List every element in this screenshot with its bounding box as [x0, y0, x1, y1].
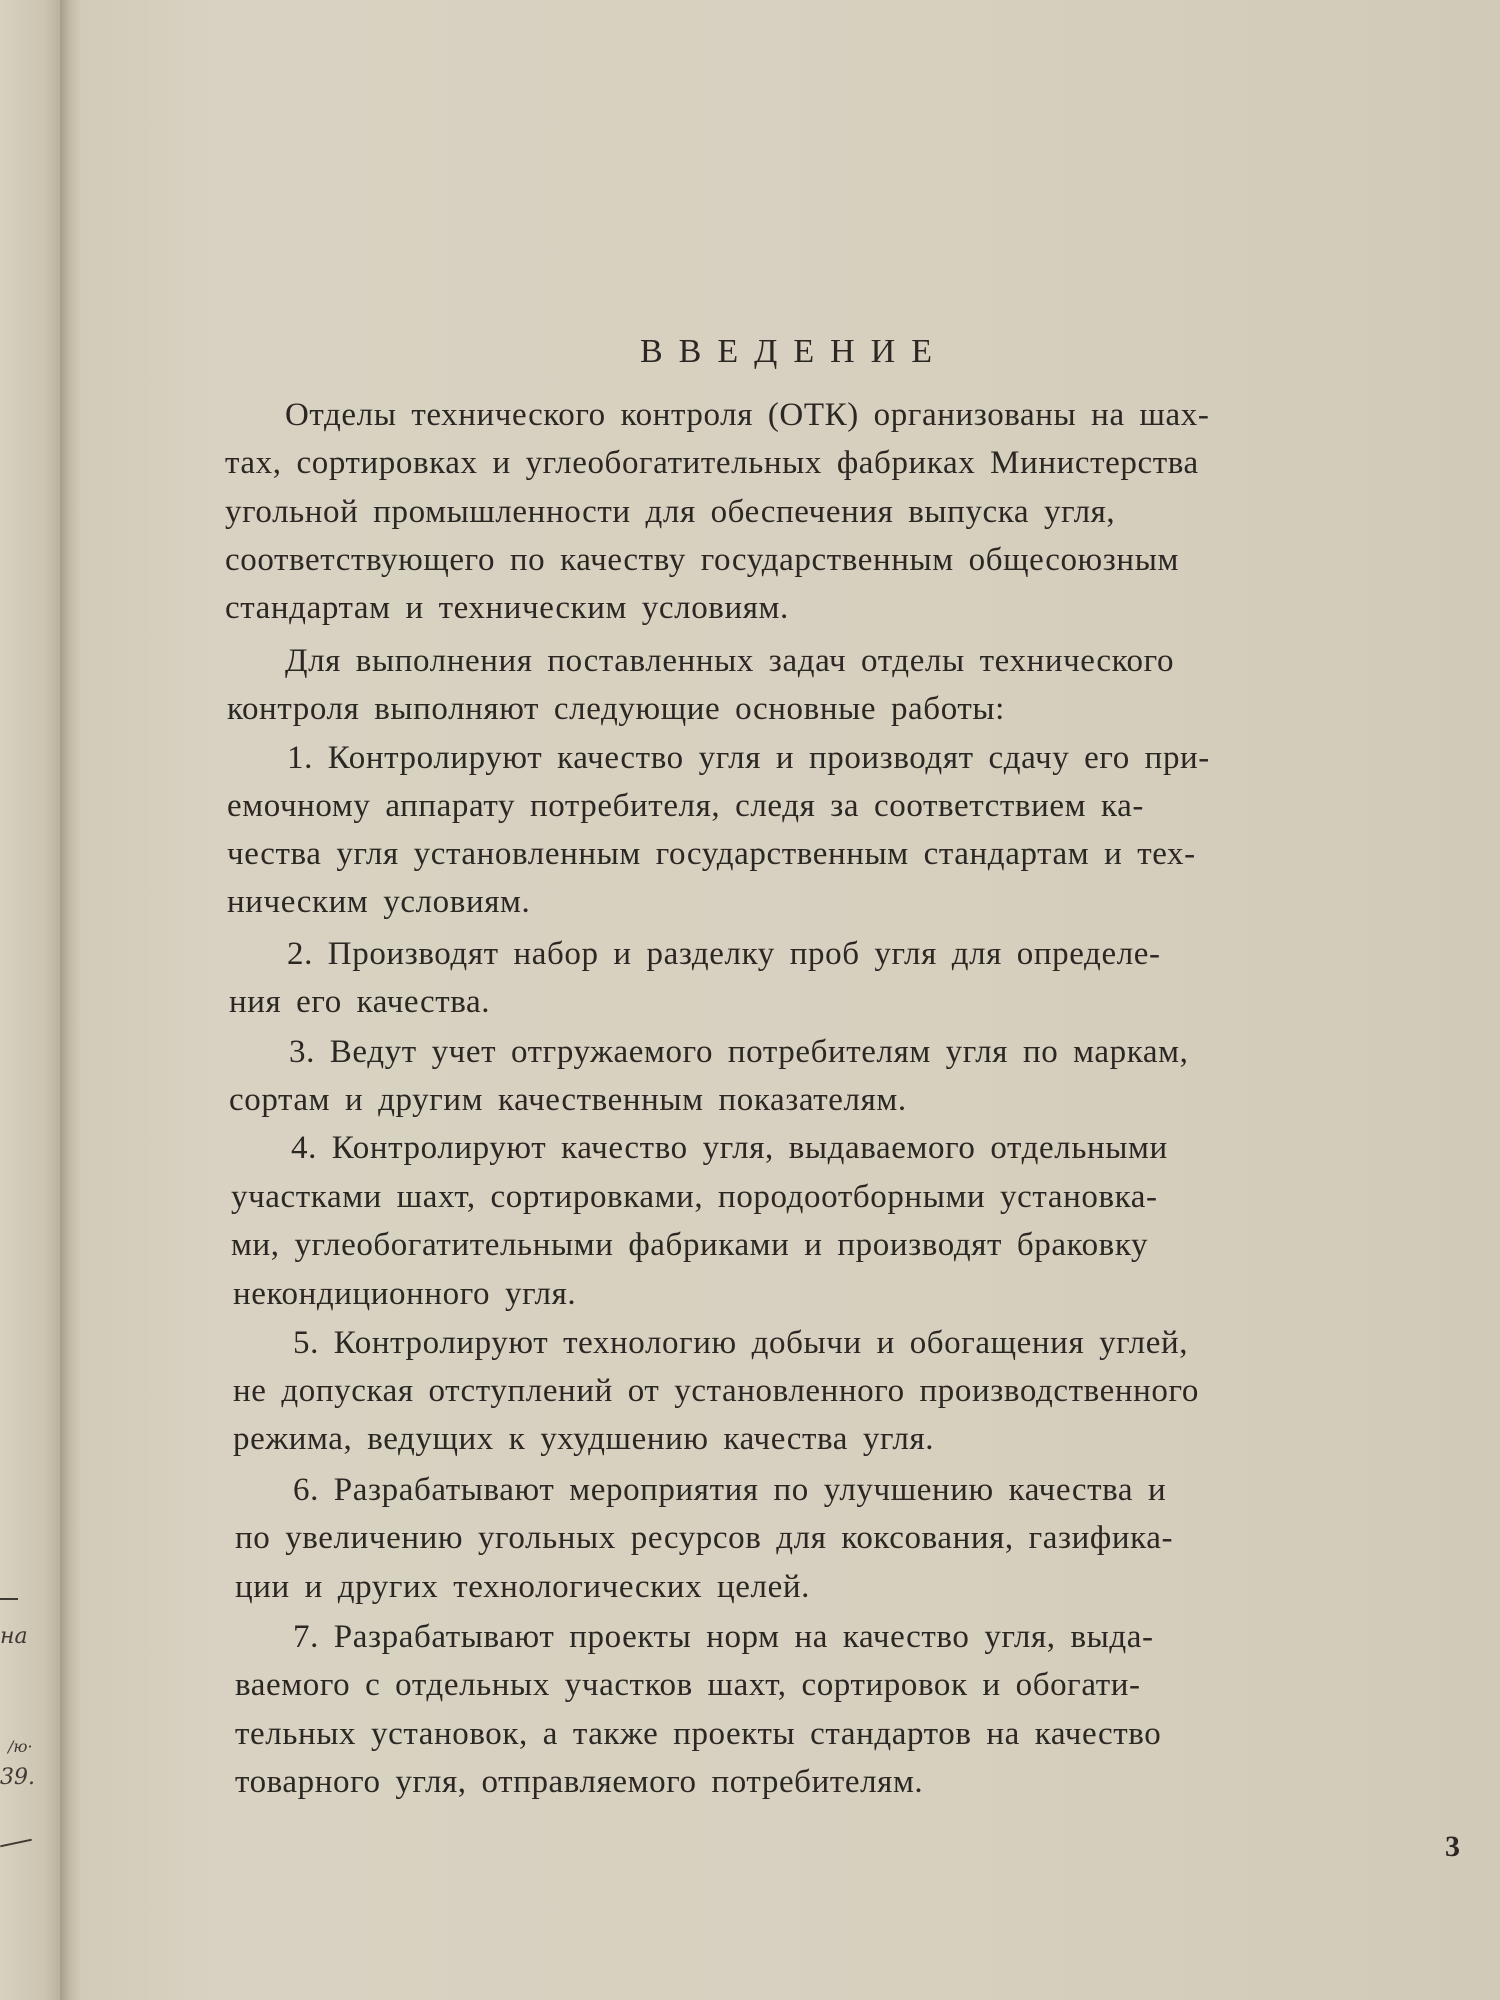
- text-line: угольной промышленности для обеспечения выпуска угля,: [225, 494, 1116, 530]
- text-line: 3. Ведут учет отгружаемого потребителям угля по маркам,: [289, 1034, 1189, 1070]
- text-line: 6. Разрабатывают мероприятия по улучшению качества и: [293, 1472, 1167, 1508]
- margin-note: на: [0, 1624, 28, 1649]
- text-line: режима, ведущих к ухудшению качества угля.: [233, 1421, 935, 1457]
- text-line: 1. Контролируют качество угля и производят сдачу его при-: [287, 740, 1210, 776]
- page-number: 3: [1445, 1830, 1460, 1863]
- text-line: ваемого с отдельных участков шахт, сортировок и обогати-: [235, 1667, 1141, 1703]
- text-line: Для выполнения поставленных задач отделы технического: [285, 643, 1175, 679]
- text-line: Отделы технического контроля (ОТК) организованы на шах-: [285, 397, 1210, 433]
- text-line: участками шахт, сортировками, породоотборными установка-: [231, 1179, 1158, 1215]
- text-line: тах, сортировках и углеобогатительных фабриках Министерства: [225, 445, 1199, 481]
- text-line: стандартам и техническим условиям.: [225, 590, 789, 626]
- text-line: соответствующего по качеству государственным общесоюзным: [225, 542, 1179, 578]
- margin-rule: [0, 1839, 32, 1848]
- text-line: ми, углеобогатительными фабриками и производят браковку: [231, 1227, 1149, 1263]
- margin-note: 39.: [0, 1765, 35, 1790]
- text-line: ническим условиям.: [227, 884, 531, 920]
- text-line: 2. Производят набор и разделку проб угля для определе-: [287, 936, 1161, 972]
- text-line: сортам и другим качественным показателям.: [229, 1082, 907, 1118]
- text-line: емочному аппарату потребителя, следя за соответствием ка-: [227, 788, 1144, 824]
- margin-rule: [0, 1598, 18, 1600]
- text-line: 5. Контролируют технологию добычи и обогащения углей,: [293, 1325, 1189, 1361]
- text-line: товарного угля, отправляемого потребителям.: [235, 1764, 924, 1800]
- text-line: ции и других технологических целей.: [235, 1569, 810, 1605]
- text-line: по увеличению угольных ресурсов для коксования, газифика-: [235, 1520, 1174, 1556]
- page: [80, 0, 1500, 2000]
- text-line: не допуская отступлений от установленного производственного: [233, 1373, 1199, 1409]
- left-page-edge: [0, 0, 62, 2000]
- text-line: тельных установок, а также проекты стандартов на качество: [235, 1716, 1162, 1752]
- margin-note: /ю·: [8, 1737, 33, 1756]
- text-line: некондиционного угля.: [233, 1276, 577, 1312]
- page-heading: ВВЕДЕНИЕ: [640, 333, 948, 370]
- text-line: ния его качества.: [229, 984, 491, 1020]
- text-line: чества угля установленным государственным стандартам и тех-: [227, 836, 1196, 872]
- text-line: 7. Разрабатывают проекты норм на качество угля, выда-: [293, 1619, 1154, 1655]
- book-gutter: [60, 0, 82, 2000]
- text-line: контроля выполняют следующие основные работы:: [227, 691, 1005, 727]
- text-line: 4. Контролируют качество угля, выдаваемого отдельными: [291, 1130, 1168, 1166]
